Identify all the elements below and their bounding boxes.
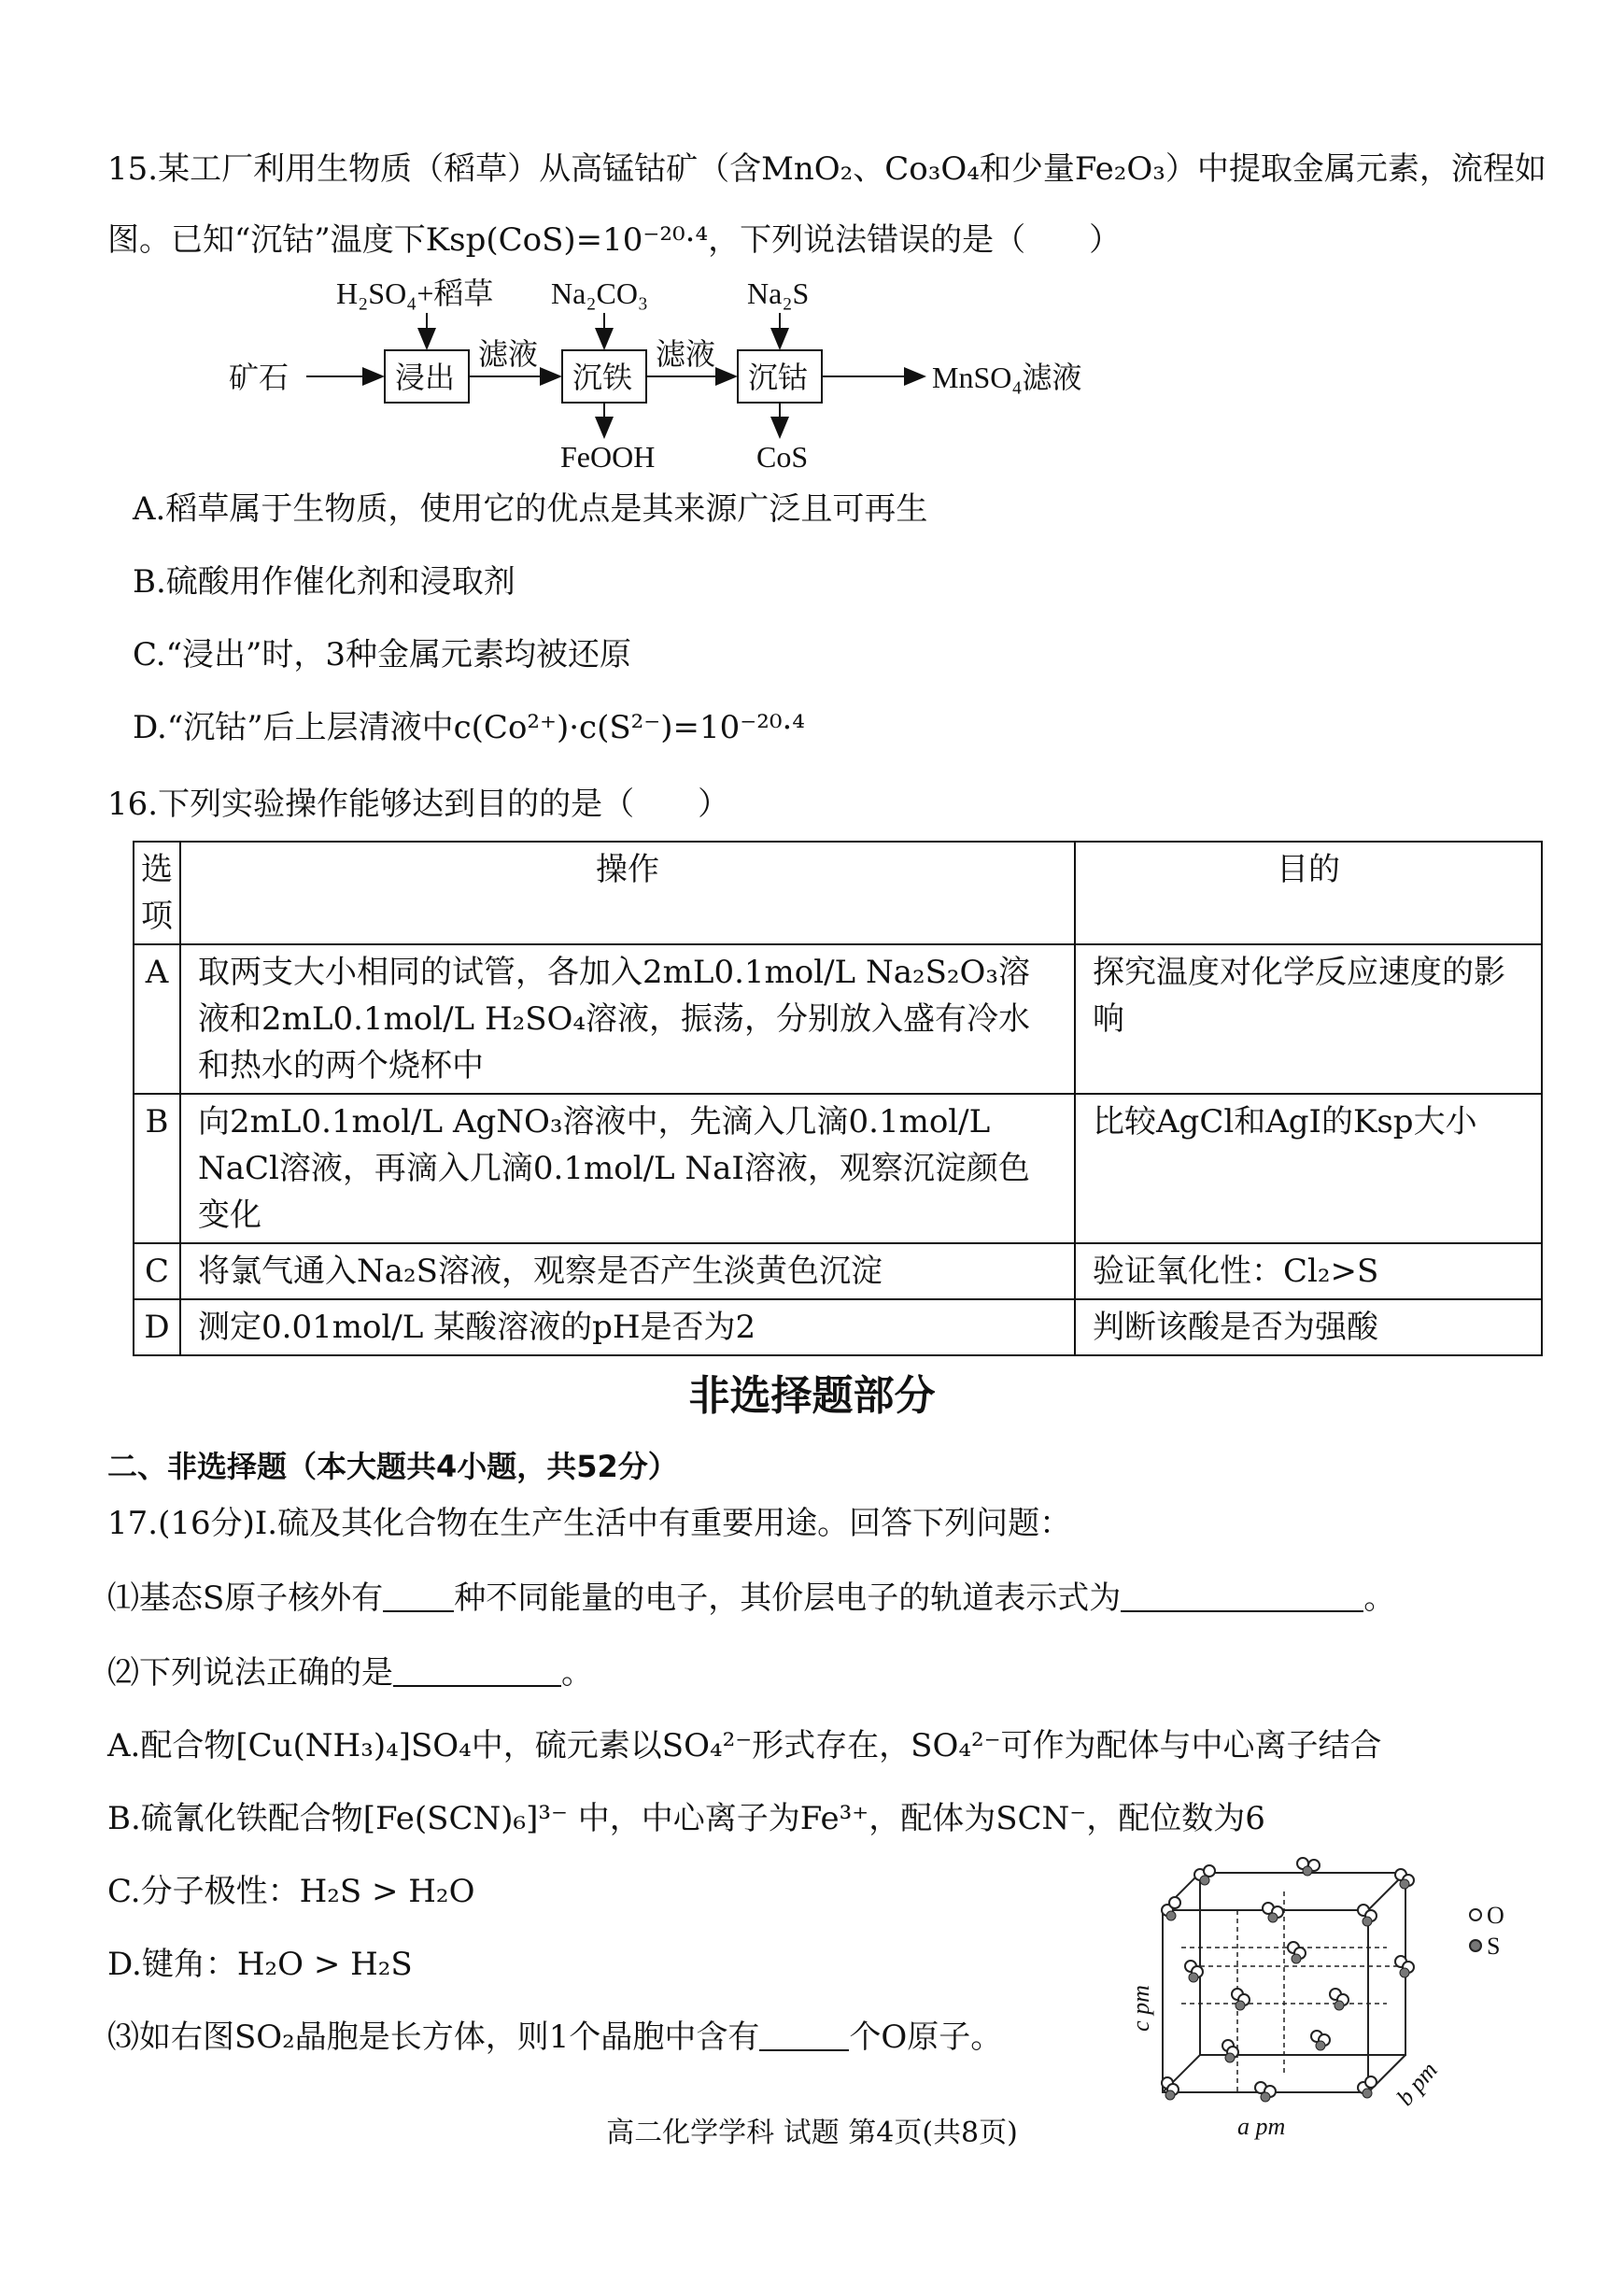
row-option: C [134,1243,180,1299]
flow-product-feooh: FeOOH [560,440,656,474]
flow-arrow1-label: 滤液 [478,337,539,371]
q15-option-b: B.硫酸用作催化剂和浸取剂 [133,563,515,601]
flow-input-label: 矿石 [229,361,289,394]
q17-part2-text-a: ⑵下列说法正确的是 [107,1654,393,1692]
q17-part3 [107,2016,1002,2059]
q17-part1-text-a: ⑴基态S原子核外有 [107,1580,384,1617]
q17-part1-text-b: 种不同能量的电子，其价层电子的轨道表示式为 [454,1580,1122,1617]
answer-blank-4[interactable] [759,2021,849,2051]
flow-reagent-h2so4: H₂SO₄+稻草 [336,276,494,310]
answer-blank-2[interactable] [1121,1582,1363,1612]
q17-option-d: D.键角：H₂O > H₂S [107,1946,413,1983]
table-row [134,1094,1542,1243]
label-c-pm: c pm [1127,1985,1154,2032]
q16-stem: 16.下列实验操作能够达到目的的是（ ） [107,786,730,823]
flow-arrow2-label: 滤液 [656,337,716,371]
q17-option-a: A.配合物[Cu(NH₃)₄]SO₄中，硫元素以SO₄²⁻形式存在，SO₄²⁻可作为配体与中心离子结合 [107,1727,1382,1764]
q16-options-table [133,841,1543,1356]
row-goal: 比较AgCl和AgI的Ksp大小 [1075,1094,1542,1243]
table-row [134,944,1542,1094]
table-header-row [134,842,1542,944]
legend-sulfur-label: S [1487,1933,1501,1960]
flow-reagent-na2co3: Na₂CO₃ [551,276,649,310]
row-operation: 测定0.01mol/L 某酸溶液的pH是否为2 [180,1299,1075,1355]
row-goal: 判断该酸是否为强酸 [1075,1299,1542,1355]
q15-stem-line2: 图。已知“沉钴”温度下Ksp(CoS)=10⁻²⁰·⁴，下列说法错误的是（ ） [107,221,1122,259]
q17-option-c: C.分子极性：H₂S > H₂O [107,1873,475,1910]
part-heading: 非选择题部分 [688,1372,936,1420]
q17-part3-text-b: 个O原子。 [849,2019,1003,2056]
header-option: 选项 [134,842,180,944]
row-goal: 探究温度对化学反应速度的影响 [1075,944,1542,1094]
flow-box-fe-label: 沉铁 [572,361,633,394]
page-footer: 高二化学学科 试题 第4页(共8页) [606,2117,1018,2149]
q17-part2 [107,1651,593,1694]
row-option: D [134,1299,180,1355]
answer-blank-3[interactable] [393,1657,561,1687]
so2-unit-cell-figure [1127,1854,1522,2144]
row-option: B [134,1094,180,1243]
q15-stem-line1: 15.某工厂利用生物质（稻草）从高锰钴矿（含MnO₂、Co₃O₄和少量Fe₂O₃）中提取金属元素，流程如 [107,150,1546,188]
q15-option-c: C.“浸出”时，3种金属元素均被还原 [133,636,632,673]
q15-option-d: D.“沉钴”后上层清液中c(Co²⁺)·c(S²⁻)=10⁻²⁰·⁴ [133,709,805,746]
flow-product-cos: CoS [756,440,809,474]
label-a-pm: a pm [1237,2113,1286,2140]
q17-part1-text-c: 。 [1363,1580,1396,1617]
row-option: A [134,944,180,1094]
q17-part3-text-a: ⑶如右图SO₂晶胞是长方体，则1个晶胞中含有 [107,2019,760,2056]
q17-part1 [107,1577,1395,1620]
legend-oxygen-label: O [1487,1902,1504,1929]
row-operation: 向2mL0.1mol/L AgNO₃溶液中，先滴入几滴0.1mol/L NaCl溶液，再滴入几滴0.1mol/L NaI溶液，观察沉淀颜色变化 [180,1094,1075,1243]
table-row [134,1243,1542,1299]
header-operation: 操作 [180,842,1075,944]
table-row [134,1299,1542,1355]
q15-flow-diagram [215,271,1111,476]
answer-blank-1[interactable] [383,1582,454,1612]
row-operation: 取两支大小相同的试管，各加入2mL0.1mol/L Na₂S₂O₃溶液和2mL0.1mol/L H₂SO₄溶液，振荡，分别放入盛有冷水和热水的两个烧杯中 [180,944,1075,1094]
q15-option-a: A.稻草属于生物质，使用它的优点是其来源广泛且可再生 [133,490,928,528]
section-title: 二、非选择题（本大题共4小题，共52分） [107,1449,678,1484]
q17-part2-text-b: 。 [561,1654,593,1692]
flow-reagent-na2s: Na₂S [747,276,810,310]
label-b-pm: b pm [1391,2056,1443,2111]
row-goal: 验证氧化性：Cl₂>S [1075,1243,1542,1299]
flow-output-label: MnSO₄滤液 [932,361,1082,394]
flow-box-leach-label: 浸出 [395,361,456,394]
q17-option-b: B.硫氰化铁配合物[Fe(SCN)₆]³⁻ 中，中心离子为Fe³⁺，配体为SCN⁻，配位数为6 [107,1800,1265,1837]
row-operation: 将氯气通入Na₂S溶液，观察是否产生淡黄色沉淀 [180,1243,1075,1299]
flow-box-co-label: 沉钴 [748,361,809,394]
q17-intro: 17.(16分)Ⅰ.硫及其化合物在生产生活中有重要用途。回答下列问题： [107,1505,1072,1542]
header-goal: 目的 [1075,842,1542,944]
